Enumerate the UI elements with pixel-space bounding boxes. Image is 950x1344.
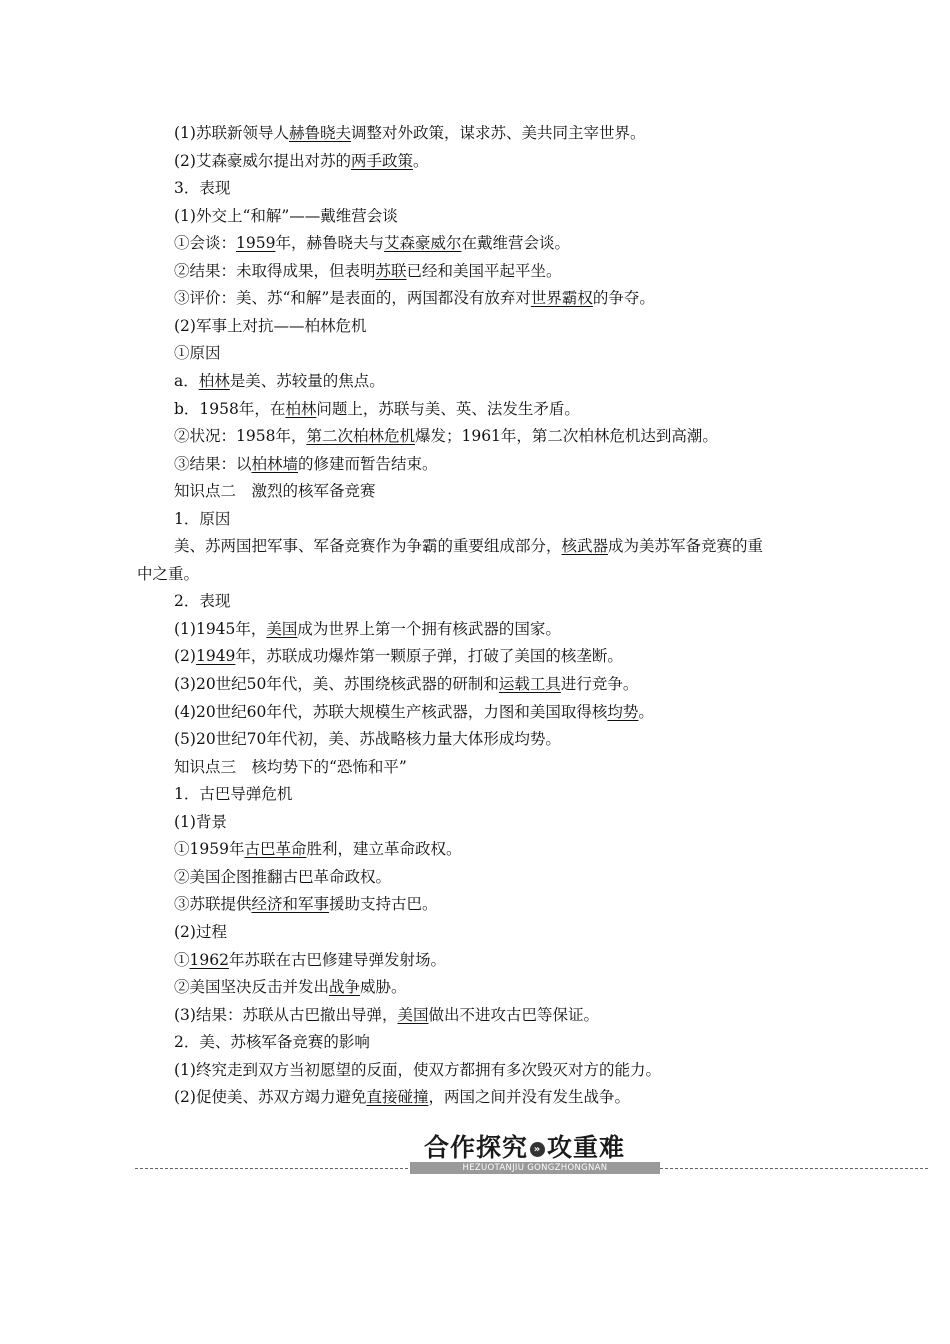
text-line — [174, 838, 461, 860]
underlined-keyword: 1949 — [195, 647, 236, 666]
text-line — [174, 1086, 630, 1108]
text-segment: 2．表现 — [174, 592, 231, 611]
text-line — [174, 177, 230, 199]
underlined-keyword: 世界霸权 — [530, 289, 593, 308]
banner-title — [424, 1128, 625, 1164]
text-segment: 调整对外政策，谋求苏、美共同主宰世界。 — [350, 124, 646, 142]
text-segment: (4)20世纪60年代，苏联大规模生产核武器，力图和美国取得核 — [174, 702, 608, 721]
text-segment: ②结果：未取得成果，但表明 — [174, 261, 376, 280]
text-line — [174, 508, 230, 530]
text-line — [174, 590, 230, 612]
text-line — [174, 811, 227, 833]
text-segment: b．1958年，在 — [174, 399, 286, 418]
text-segment: (1)终究走到双方当初愿望的反面，使双方都拥有多次毁灭对方的能力。 — [174, 1060, 661, 1079]
text-segment: 已经和美国平起平坐。 — [406, 261, 562, 280]
text-segment: 1．古巴导弹危机 — [174, 785, 293, 804]
text-line — [174, 783, 292, 805]
text-segment: 年，苏联成功爆炸第一颗原子弹，打破了美国的核垄断。 — [235, 647, 623, 666]
text-segment: 在戴维营会谈。 — [461, 234, 571, 253]
text-segment: (3)结果：苏联从古巴撤出导弹， — [174, 1005, 398, 1024]
text-line — [174, 453, 438, 475]
text-segment: 2．美、苏核军备竞赛的影响 — [174, 1033, 370, 1052]
text-line — [174, 287, 655, 309]
text-line — [174, 1059, 661, 1081]
text-segment: ①原因 — [174, 344, 221, 363]
text-segment: ③结果：以 — [174, 454, 252, 473]
text-segment: ③评价：美、苏“和解”是表面的，两国都没有放弃对 — [174, 289, 531, 308]
text-segment: 年，赫鲁晓夫与 — [275, 234, 384, 253]
text-segment: 爆发；1961年，第二次柏林危机达到高潮。 — [414, 427, 718, 446]
underlined-keyword: 美国 — [397, 1005, 429, 1024]
banner-title-a: 合作探究 — [424, 1133, 529, 1162]
text-line — [174, 949, 446, 971]
text-line — [174, 976, 407, 998]
underlined-keyword: 柏林 — [285, 399, 317, 418]
text-segment: 威胁。 — [360, 978, 407, 997]
text-segment: ②状况：1958年， — [174, 427, 307, 446]
text-segment: ①1959年 — [174, 840, 245, 859]
text-segment: ，两国之间并没有发生战争。 — [428, 1088, 630, 1107]
text-segment: (2) — [174, 647, 196, 666]
text-line — [174, 728, 561, 750]
underlined-keyword: 1962 — [189, 950, 229, 969]
text-line — [174, 535, 763, 557]
text-segment: ②美国企图推翻古巴革命政权。 — [174, 867, 392, 886]
text-segment: (2)艾森豪威尔提出对苏的 — [174, 151, 351, 170]
text-line — [174, 205, 398, 227]
text-segment: 进行竞争。 — [560, 675, 639, 693]
text-line — [174, 673, 638, 695]
text-line — [174, 315, 366, 337]
underlined-keyword: 运载工具 — [498, 675, 561, 693]
text-line — [174, 1004, 599, 1026]
text-line — [137, 563, 199, 585]
banner-dashed-rule-left — [135, 1168, 408, 1169]
text-segment: 年苏联在古巴修建导弹发射场。 — [228, 950, 446, 969]
text-segment: (1)1945年， — [174, 619, 267, 638]
banner-arrow-icon: » — [530, 1142, 545, 1157]
text-segment: 。 — [412, 151, 429, 170]
banner-dashed-rule-right — [660, 1168, 928, 1169]
text-line — [174, 122, 646, 144]
text-segment: 美、苏两国把军事、军备竞赛作为争霸的重要组成部分， — [174, 537, 562, 556]
text-segment: (5)20世纪70年代初，美、苏战略核力量大体形成均势。 — [174, 730, 561, 749]
text-segment: (1)苏联新领导人 — [174, 124, 289, 142]
text-segment: 成为世界上第一个拥有核武器的国家。 — [297, 619, 561, 638]
text-segment: ③苏联提供 — [174, 895, 252, 914]
text-segment: 是美、苏较量的焦点。 — [229, 371, 385, 390]
text-segment: 援助支持古巴。 — [329, 895, 438, 914]
text-segment: 做出不进攻古巴等保证。 — [428, 1005, 599, 1024]
text-segment: 胜利，建立革命政权。 — [306, 840, 462, 859]
text-segment: 成为美苏军备竞赛的重 — [608, 537, 764, 556]
text-segment: a． — [174, 371, 199, 390]
text-line — [174, 370, 385, 392]
text-segment: 知识点三 核均势下的“恐怖和平” — [174, 757, 407, 776]
section-banner — [0, 1128, 950, 1176]
text-segment: (2)军事上对抗——柏林危机 — [174, 316, 367, 335]
underlined-keyword: 柏林墙 — [251, 454, 299, 473]
text-line — [174, 756, 407, 778]
text-segment: (2)促使美、苏双方竭力避免 — [174, 1088, 367, 1107]
banner-subtitle: HEZUOTANJIU GONGZHONGNAN — [410, 1162, 660, 1174]
text-segment: 的争夺。 — [592, 289, 655, 308]
text-line — [174, 645, 623, 667]
underlined-keyword: 美国 — [266, 619, 298, 638]
underlined-keyword: 1959 — [236, 234, 276, 253]
text-segment: 。 — [638, 702, 654, 721]
text-segment: (1)外交上“和解”——戴维营会谈 — [174, 206, 398, 225]
text-line — [174, 398, 580, 420]
underlined-keyword: 苏联 — [375, 261, 407, 280]
underlined-keyword: 柏林 — [198, 371, 230, 390]
text-line — [174, 618, 561, 640]
text-segment: ① — [174, 950, 190, 969]
text-line — [174, 866, 391, 888]
text-line — [174, 232, 570, 254]
text-segment: 3．表现 — [174, 179, 231, 198]
text-line — [174, 480, 376, 502]
text-segment: (1)背景 — [174, 812, 227, 831]
text-line — [174, 701, 654, 723]
text-segment: (2)过程 — [174, 922, 227, 941]
underlined-keyword: 艾森豪威尔 — [383, 234, 462, 253]
text-segment: 1．原因 — [174, 509, 231, 528]
text-line — [174, 425, 718, 447]
text-segment: 的修建而暂告结束。 — [298, 454, 438, 473]
text-segment: 知识点二 激烈的核军备竞赛 — [174, 482, 376, 501]
text-line — [174, 921, 227, 943]
text-segment: 问题上，苏联与美、英、法发生矛盾。 — [316, 399, 580, 418]
underlined-keyword: 两手政策 — [350, 151, 413, 170]
underlined-keyword: 均势 — [607, 702, 639, 721]
banner-title-b: 攻重难 — [547, 1133, 626, 1162]
text-segment: ②美国坚决反击并发出 — [174, 978, 330, 997]
underlined-keyword: 经济和军事 — [251, 895, 330, 914]
underlined-keyword: 核武器 — [561, 537, 609, 556]
text-line — [174, 1031, 370, 1053]
text-line — [174, 150, 429, 172]
text-line — [174, 893, 438, 915]
underlined-keyword: 第二次柏林危机 — [306, 427, 415, 446]
text-segment: ①会谈： — [174, 234, 237, 253]
underlined-keyword: 战争 — [329, 978, 361, 997]
underlined-keyword: 直接碰撞 — [366, 1088, 429, 1107]
text-line — [174, 342, 221, 364]
text-segment: (3)20世纪50年代，美、苏围绕核武器的研制和 — [174, 675, 499, 693]
underlined-keyword: 古巴革命 — [244, 840, 307, 859]
underlined-keyword: 赫鲁晓夫 — [288, 124, 351, 142]
text-line — [174, 260, 562, 282]
text-segment: 中之重。 — [137, 564, 200, 583]
